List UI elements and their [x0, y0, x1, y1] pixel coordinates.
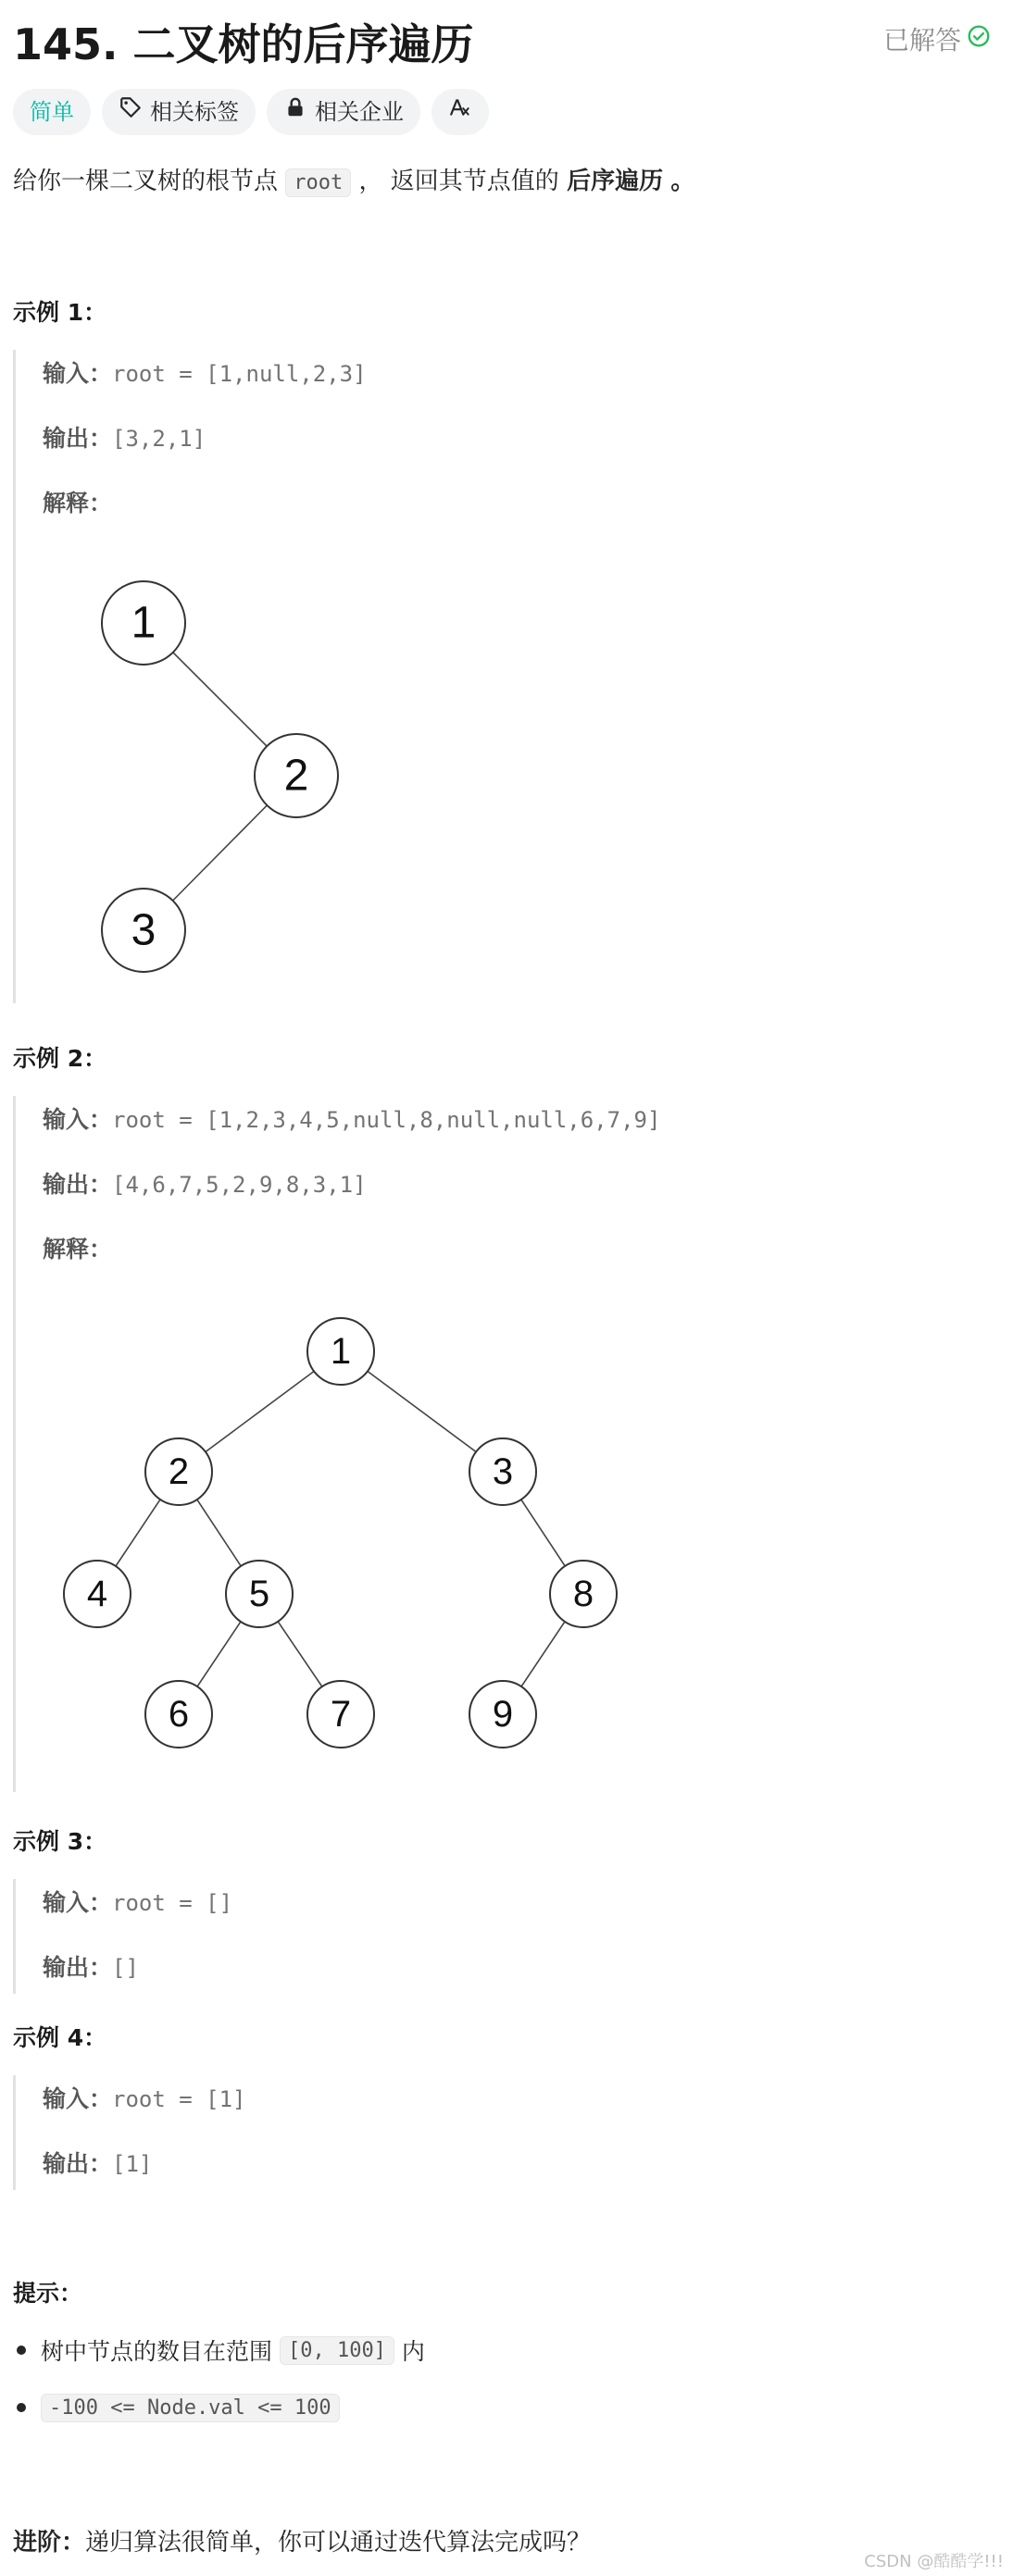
solved-label: 已解答: [882, 25, 961, 56]
example-4-heading: 示例 4：: [13, 2024, 107, 2051]
font-size-icon: [448, 89, 472, 135]
root-code: root: [285, 168, 351, 197]
tree-node: [469, 1681, 536, 1748]
constraint-item: [13, 2379, 425, 2436]
tag-icon: [119, 89, 143, 135]
example-4-input-value: root = [1]: [112, 2086, 246, 2112]
example-2-heading: 示例 2：: [13, 1045, 107, 1072]
tree-node: [102, 581, 185, 665]
example-2-input: [43, 1101, 660, 1135]
input-label: 输入：: [43, 360, 113, 387]
example-1-output-value: [3,2,1]: [112, 426, 206, 452]
example-2-output: [43, 1166, 367, 1200]
desc-prefix: 给你一棵二叉树的根节点: [13, 168, 279, 195]
tree-node: [145, 1681, 212, 1748]
desc-strong: 后序遍历: [567, 168, 664, 195]
constraint-1-before: 树中节点的数目在范围: [41, 2338, 273, 2365]
related-companies-button[interactable]: [267, 89, 420, 135]
example-1-heading: 示例 1：: [13, 299, 107, 326]
tree-node: [550, 1561, 617, 1627]
constraint-1-after: 内: [401, 2338, 425, 2365]
svg-text:9: 9: [492, 1694, 514, 1735]
constraint-item: [13, 2321, 425, 2379]
svg-text:8: 8: [572, 1574, 594, 1614]
example-3-heading: 示例 3：: [13, 1828, 107, 1855]
svg-text:3: 3: [492, 1451, 514, 1492]
output-label: 输出：: [43, 1171, 113, 1198]
example-3-border: [13, 1879, 16, 1994]
constraints-list: [13, 2321, 425, 2436]
tree-node: [255, 734, 338, 817]
example-1-explanation: [43, 485, 112, 518]
example-1-tree: [83, 555, 361, 990]
example-1-input: [43, 355, 367, 389]
output-label: 输出：: [43, 1954, 113, 1981]
difficulty-badge[interactable]: 简单: [13, 89, 91, 135]
watermark: CSDN @酷酷学!!!: [864, 2552, 1004, 2571]
svg-text:1: 1: [131, 598, 156, 648]
constraints-heading: 提示：: [13, 2280, 83, 2307]
followup: [13, 2523, 591, 2557]
svg-text:2: 2: [168, 1451, 190, 1492]
svg-text:6: 6: [168, 1694, 190, 1735]
tree-node: [102, 889, 185, 972]
svg-text:7: 7: [330, 1694, 352, 1735]
example-2-explanation: [43, 1231, 112, 1264]
svg-text:1: 1: [330, 1331, 352, 1372]
related-tags-label: 相关标签: [150, 99, 239, 125]
explain-label: 解释：: [43, 1236, 113, 1263]
font-size-button[interactable]: [431, 89, 489, 135]
example-3-input-value: root = []: [112, 1890, 233, 1916]
tag-bar: [13, 89, 489, 135]
example-2-tree: [46, 1296, 639, 1777]
example-4-output: [43, 2146, 152, 2179]
example-4-output-value: [1]: [112, 2151, 153, 2177]
tree-node: [145, 1438, 212, 1505]
problem-description: [13, 163, 694, 202]
example-1-output: [43, 420, 206, 454]
example-4-border: [13, 2075, 16, 2190]
constraint-2-code: -100 <= Node.val <= 100: [41, 2394, 340, 2422]
input-label: 输入：: [43, 2085, 113, 2112]
example-2-border: [13, 1096, 16, 1792]
input-label: 输入：: [43, 1106, 113, 1133]
example-2-input-value: root = [1,2,3,4,5,null,8,null,null,6,7,9]: [112, 1107, 661, 1133]
check-circle-icon: [967, 24, 991, 55]
desc-middle: ， 返回其节点值的: [358, 168, 559, 195]
example-4-input: [43, 2081, 246, 2114]
related-tags-button[interactable]: [102, 89, 256, 135]
svg-text:3: 3: [131, 905, 156, 955]
output-label: 输出：: [43, 425, 113, 452]
followup-label: 进阶：: [13, 2529, 86, 2557]
tree-node: [307, 1681, 374, 1748]
problem-title: 145. 二叉树的后序遍历: [13, 19, 474, 69]
svg-text:2: 2: [283, 751, 309, 801]
svg-text:4: 4: [86, 1574, 108, 1614]
output-label: 输出：: [43, 2150, 113, 2177]
explain-label: 解释：: [43, 490, 113, 516]
example-1-border: [13, 350, 16, 1003]
tree-node: [469, 1438, 536, 1505]
input-label: 输入：: [43, 1889, 113, 1916]
desc-suffix: 。: [670, 168, 695, 195]
lock-icon: [283, 89, 307, 135]
solved-status: [883, 20, 991, 57]
example-2-output-value: [4,6,7,5,2,9,8,3,1]: [112, 1172, 367, 1198]
example-3-input: [43, 1885, 232, 1918]
tree-node: [307, 1318, 374, 1385]
related-companies-label: 相关企业: [315, 99, 404, 125]
svg-text:5: 5: [248, 1574, 270, 1614]
constraint-1-code: [0, 100]: [280, 2336, 394, 2365]
tree-node: [64, 1561, 131, 1627]
example-3-output-value: []: [112, 1955, 139, 1981]
tree-node: [226, 1561, 293, 1627]
example-1-input-value: root = [1,null,2,3]: [112, 361, 367, 387]
example-3-output: [43, 1949, 139, 1983]
followup-text: 递归算法很简单，你可以通过迭代算法完成吗？: [85, 2529, 592, 2557]
